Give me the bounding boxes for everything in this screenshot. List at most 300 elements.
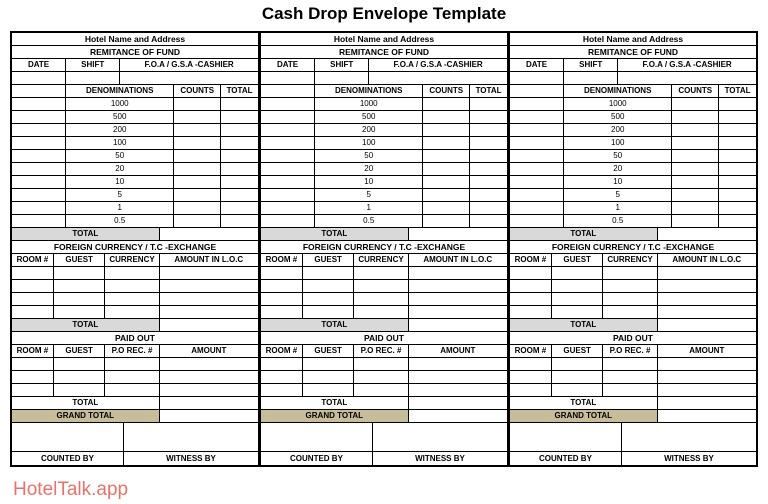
- denomination-total-input[interactable]: [470, 163, 507, 175]
- po-amount-input[interactable]: [160, 358, 258, 370]
- denom-row-spacer: [12, 189, 66, 201]
- column-header-denominations: DENOMINATIONS: [315, 85, 423, 97]
- witness-by-signature-area[interactable]: [622, 423, 756, 451]
- fc-guest-input[interactable]: [552, 293, 604, 305]
- column-header-shift: SHIFT: [564, 59, 618, 71]
- grand-total-row: [261, 410, 507, 423]
- fc-amount-input[interactable]: [409, 306, 507, 318]
- denomination-value-500: 500: [315, 111, 423, 123]
- po-room-input[interactable]: [12, 384, 54, 396]
- denom-row-spacer: [261, 163, 315, 175]
- denomination-row: [12, 124, 258, 137]
- column-header-po-receipt: P.O REC. #: [603, 345, 657, 357]
- denomination-counts-input[interactable]: [672, 98, 719, 110]
- po-receipt-input[interactable]: [603, 384, 657, 396]
- column-header-fc-amount-loc: AMOUNT IN L.O.C: [423, 255, 493, 264]
- denomination-total-input[interactable]: [221, 163, 258, 175]
- foreign-currency-header-row: [261, 241, 507, 254]
- fc-currency-input[interactable]: [105, 267, 159, 279]
- fc-guest-input[interactable]: [54, 280, 106, 292]
- denomination-row: [510, 124, 756, 137]
- denomination-row: [12, 176, 258, 189]
- denomination-counts-input[interactable]: [672, 163, 719, 175]
- fc-amount-input[interactable]: [658, 306, 756, 318]
- denomination-counts-input[interactable]: [174, 189, 221, 201]
- column-header-po-receipt: P.O REC. #: [354, 345, 408, 357]
- counted-by-label: COUNTED BY: [510, 452, 622, 465]
- fc-amount-input[interactable]: [160, 306, 258, 318]
- denomination-total-input[interactable]: [719, 150, 756, 162]
- denomination-total-input[interactable]: [470, 150, 507, 162]
- fc-amount-input[interactable]: [160, 280, 258, 292]
- shift-input-cell[interactable]: [66, 72, 120, 84]
- po-room-input[interactable]: [261, 358, 303, 370]
- paid-out-total-label: TOTAL: [12, 397, 160, 409]
- denomination-total-input[interactable]: [221, 215, 258, 227]
- foa-gsa-cashier-input-cell[interactable]: [618, 72, 756, 84]
- denomination-counts-input[interactable]: [174, 202, 221, 214]
- denomination-row: [510, 111, 756, 124]
- denomination-total-input[interactable]: [470, 111, 507, 123]
- denominations-header-row: [510, 85, 756, 98]
- denomination-counts-input[interactable]: [174, 176, 221, 188]
- po-receipt-input[interactable]: [354, 358, 408, 370]
- counted-by-signature-area[interactable]: [261, 423, 373, 451]
- foreign-currency-total-label: TOTAL: [510, 319, 658, 331]
- info-header-row: [12, 59, 258, 72]
- denomination-counts-input[interactable]: [174, 215, 221, 227]
- fc-room-input[interactable]: [12, 306, 54, 318]
- foa-gsa-cashier-input-cell[interactable]: [369, 72, 507, 84]
- denomination-total-input[interactable]: [719, 189, 756, 201]
- denomination-row: [261, 176, 507, 189]
- fc-guest-input[interactable]: [552, 267, 604, 279]
- hotel-header-row: [261, 33, 507, 46]
- denom-row-spacer: [510, 124, 564, 136]
- info-input-row: [510, 72, 756, 85]
- denomination-row: [261, 124, 507, 137]
- date-input-cell[interactable]: [12, 72, 66, 84]
- fc-currency-input[interactable]: [603, 293, 657, 305]
- fc-amount-input[interactable]: [409, 267, 507, 279]
- denomination-total-input[interactable]: [470, 98, 507, 110]
- fc-guest-input[interactable]: [54, 267, 106, 279]
- fc-room-input[interactable]: [12, 280, 54, 292]
- fc-guest-input[interactable]: [552, 280, 604, 292]
- column-header-shift: SHIFT: [66, 59, 120, 71]
- denom-row-spacer: [12, 150, 66, 162]
- hotel-header-row: [510, 33, 756, 46]
- foreign-currency-columns-row: [12, 254, 258, 267]
- fc-currency-input[interactable]: [603, 306, 657, 318]
- fc-currency-input[interactable]: [354, 293, 408, 305]
- denomination-value-500: 500: [66, 111, 174, 123]
- denomination-counts-input[interactable]: [423, 215, 470, 227]
- po-room-input[interactable]: [510, 358, 552, 370]
- denomination-total-input[interactable]: [719, 137, 756, 149]
- remittance-of-fund-label: REMITANCE OF FUND: [587, 46, 679, 57]
- po-guest-input[interactable]: [303, 358, 355, 370]
- denominations-total-row: [261, 228, 507, 241]
- po-room-input[interactable]: [12, 358, 54, 370]
- paid-out-columns-row: [12, 345, 258, 358]
- denomination-value-1000: 1000: [66, 98, 174, 110]
- foreign-currency-entry-row: [510, 267, 756, 280]
- foreign-currency-entry-row: [261, 267, 507, 280]
- paid-out-total-value[interactable]: [409, 397, 507, 409]
- po-receipt-input[interactable]: [105, 371, 159, 383]
- denomination-counts-input[interactable]: [174, 111, 221, 123]
- column-header-counts: COUNTS: [423, 85, 470, 97]
- fc-currency-input[interactable]: [354, 306, 408, 318]
- po-guest-input[interactable]: [303, 371, 355, 383]
- po-guest-input[interactable]: [552, 384, 604, 396]
- fc-room-input[interactable]: [261, 280, 303, 292]
- column-header-fc-currency: CURRENCY: [354, 254, 408, 266]
- denomination-counts-input[interactable]: [423, 150, 470, 162]
- denomination-total-input[interactable]: [221, 111, 258, 123]
- foreign-currency-entry-row: [510, 293, 756, 306]
- fc-currency-input[interactable]: [603, 280, 657, 292]
- po-guest-input[interactable]: [552, 371, 604, 383]
- denominations-total-value[interactable]: [658, 228, 756, 240]
- denomination-counts-input[interactable]: [423, 163, 470, 175]
- po-room-input[interactable]: [510, 371, 552, 383]
- column-header-fc-room: ROOM #: [261, 254, 303, 266]
- shift-input-cell[interactable]: [315, 72, 369, 84]
- fc-amount-input[interactable]: [658, 267, 756, 279]
- denomination-total-input[interactable]: [221, 202, 258, 214]
- po-receipt-input[interactable]: [603, 371, 657, 383]
- denomination-row: [510, 98, 756, 111]
- foreign-currency-columns-row: [261, 254, 507, 267]
- counted-by-signature-area[interactable]: [12, 423, 124, 451]
- fc-currency-input[interactable]: [105, 306, 159, 318]
- brand-logo: HotelTalk.app: [13, 479, 129, 500]
- po-room-input[interactable]: [261, 384, 303, 396]
- denomination-counts-input[interactable]: [423, 137, 470, 149]
- denomination-row: [261, 215, 507, 228]
- fc-guest-input[interactable]: [303, 306, 355, 318]
- denomination-counts-input[interactable]: [174, 163, 221, 175]
- paid-out-total-value[interactable]: [160, 397, 258, 409]
- hotel-name-address-label: Hotel Name and Address: [333, 33, 435, 44]
- fc-guest-input[interactable]: [303, 280, 355, 292]
- signature-labels-row: [261, 452, 507, 465]
- column-header-date: DATE: [261, 59, 315, 71]
- column-header-fc-amount-loc: AMOUNT IN L.O.C: [174, 255, 244, 264]
- signature-labels-row: [510, 452, 756, 465]
- remittance-header-row: [510, 46, 756, 59]
- po-amount-input[interactable]: [160, 371, 258, 383]
- denominations-total-value[interactable]: [160, 228, 258, 240]
- denomination-row: [510, 189, 756, 202]
- column-header-po-guest: GUEST: [54, 345, 106, 357]
- column-header-po-amount: AMOUNT: [689, 346, 725, 355]
- foreign-currency-total-value[interactable]: [409, 319, 507, 331]
- signature-blank-row: [510, 423, 756, 452]
- denomination-counts-input[interactable]: [174, 150, 221, 162]
- denomination-total-input[interactable]: [470, 137, 507, 149]
- column-header-denominations: DENOMINATIONS: [66, 85, 174, 97]
- fc-currency-input[interactable]: [105, 293, 159, 305]
- po-amount-input[interactable]: [409, 384, 507, 396]
- denom-row-spacer: [12, 163, 66, 175]
- grand-total-value[interactable]: [409, 410, 507, 422]
- denomination-counts-input[interactable]: [423, 111, 470, 123]
- denomination-counts-input[interactable]: [423, 98, 470, 110]
- paid-out-columns-row: [510, 345, 756, 358]
- column-header-fc-guest: GUEST: [303, 254, 355, 266]
- denomination-counts-input[interactable]: [672, 215, 719, 227]
- denomination-counts-input[interactable]: [672, 137, 719, 149]
- denomination-counts-input[interactable]: [423, 189, 470, 201]
- po-receipt-input[interactable]: [105, 358, 159, 370]
- po-amount-input[interactable]: [409, 358, 507, 370]
- grand-total-value[interactable]: [160, 410, 258, 422]
- fc-currency-input[interactable]: [354, 280, 408, 292]
- column-header-fc-currency: CURRENCY: [105, 254, 159, 266]
- denomination-total-input[interactable]: [719, 215, 756, 227]
- denominations-total-row: [12, 228, 258, 241]
- denom-row-spacer: [510, 150, 564, 162]
- denomination-total-input[interactable]: [719, 111, 756, 123]
- fc-guest-input[interactable]: [552, 306, 604, 318]
- denomination-value-200: 200: [66, 124, 174, 136]
- denomination-total-input[interactable]: [719, 176, 756, 188]
- shift-input-cell[interactable]: [564, 72, 618, 84]
- denomination-total-input[interactable]: [221, 124, 258, 136]
- denom-row-spacer: [510, 137, 564, 149]
- foreign-currency-entry-row: [12, 306, 258, 319]
- fc-room-input[interactable]: [12, 293, 54, 305]
- date-input-cell[interactable]: [510, 72, 564, 84]
- denomination-row: [510, 202, 756, 215]
- denomination-counts-input[interactable]: [423, 176, 470, 188]
- denomination-counts-input[interactable]: [672, 189, 719, 201]
- po-guest-input[interactable]: [54, 358, 106, 370]
- po-guest-input[interactable]: [54, 384, 106, 396]
- denom-row-spacer: [12, 124, 66, 136]
- po-guest-input[interactable]: [54, 371, 106, 383]
- denomination-total-input[interactable]: [719, 202, 756, 214]
- po-room-input[interactable]: [510, 384, 552, 396]
- denomination-total-input[interactable]: [470, 202, 507, 214]
- grand-total-value[interactable]: [658, 410, 756, 422]
- column-header-po-amount: AMOUNT: [440, 346, 476, 355]
- denomination-counts-input[interactable]: [174, 124, 221, 136]
- paid-out-total-value[interactable]: [658, 397, 756, 409]
- denomination-total-input[interactable]: [719, 124, 756, 136]
- signature-labels-row: [12, 452, 258, 465]
- denomination-total-input[interactable]: [221, 150, 258, 162]
- paid-out-total-label: TOTAL: [510, 397, 658, 409]
- fc-room-input[interactable]: [261, 306, 303, 318]
- po-receipt-input[interactable]: [354, 371, 408, 383]
- denomination-value-0.5: 0.5: [315, 215, 423, 227]
- denomination-row: [12, 137, 258, 150]
- paid-out-header-row: [12, 332, 258, 345]
- foreign-currency-total-label: TOTAL: [261, 319, 409, 331]
- po-guest-input[interactable]: [303, 384, 355, 396]
- denomination-total-input[interactable]: [221, 176, 258, 188]
- denomination-counts-input[interactable]: [174, 98, 221, 110]
- po-guest-input[interactable]: [552, 358, 604, 370]
- envelope-panel-1: [12, 33, 258, 465]
- paid-out-label: PAID OUT: [364, 332, 404, 343]
- denomination-counts-input[interactable]: [672, 111, 719, 123]
- denomination-total-input[interactable]: [470, 215, 507, 227]
- paid-out-total-row: [261, 397, 507, 410]
- fc-room-input[interactable]: [12, 267, 54, 279]
- paid-out-total-row: [510, 397, 756, 410]
- column-header-date: DATE: [12, 59, 66, 71]
- denom-spacer-cell: [12, 85, 66, 97]
- denomination-counts-input[interactable]: [423, 202, 470, 214]
- foreign-currency-entry-row: [12, 267, 258, 280]
- denomination-total-input[interactable]: [719, 163, 756, 175]
- fc-amount-input[interactable]: [160, 293, 258, 305]
- fc-amount-input[interactable]: [409, 280, 507, 292]
- fc-amount-input[interactable]: [658, 280, 756, 292]
- denomination-value-20: 20: [315, 163, 423, 175]
- po-receipt-input[interactable]: [105, 384, 159, 396]
- denom-spacer-cell: [510, 85, 564, 97]
- witness-by-signature-area[interactable]: [373, 423, 507, 451]
- denomination-total-input[interactable]: [221, 137, 258, 149]
- denomination-total-input[interactable]: [221, 189, 258, 201]
- fc-room-input[interactable]: [510, 267, 552, 279]
- denomination-value-50: 50: [66, 150, 174, 162]
- paid-out-entry-row: [12, 384, 258, 397]
- denom-row-spacer: [510, 176, 564, 188]
- column-header-po-amount: AMOUNT: [191, 346, 227, 355]
- denomination-row: [261, 137, 507, 150]
- po-amount-input[interactable]: [658, 384, 756, 396]
- fc-guest-input[interactable]: [54, 293, 106, 305]
- denominations-header-row: [12, 85, 258, 98]
- fc-room-input[interactable]: [261, 293, 303, 305]
- fc-guest-input[interactable]: [303, 267, 355, 279]
- denomination-value-1: 1: [315, 202, 423, 214]
- denom-row-spacer: [510, 215, 564, 227]
- denom-spacer-cell: [261, 85, 315, 97]
- denom-row-spacer: [510, 111, 564, 123]
- denomination-counts-input[interactable]: [672, 176, 719, 188]
- fc-currency-input[interactable]: [603, 267, 657, 279]
- column-header-date: DATE: [510, 59, 564, 71]
- denomination-counts-input[interactable]: [672, 124, 719, 136]
- foreign-currency-header-row: [510, 241, 756, 254]
- paid-out-total-row: [12, 397, 258, 410]
- fc-currency-input[interactable]: [105, 280, 159, 292]
- remittance-header-row: [261, 46, 507, 59]
- po-amount-input[interactable]: [658, 371, 756, 383]
- denominations-total-label: TOTAL: [261, 228, 409, 240]
- fc-currency-input[interactable]: [354, 267, 408, 279]
- po-receipt-input[interactable]: [354, 384, 408, 396]
- denom-row-spacer: [12, 176, 66, 188]
- denomination-row: [510, 150, 756, 163]
- po-amount-input[interactable]: [160, 384, 258, 396]
- column-header-po-guest: GUEST: [303, 345, 355, 357]
- info-input-row: [12, 72, 258, 85]
- denom-row-spacer: [510, 189, 564, 201]
- fc-guest-input[interactable]: [303, 293, 355, 305]
- signature-blank-row: [261, 423, 507, 452]
- paid-out-header-row: [510, 332, 756, 345]
- denom-row-spacer: [261, 202, 315, 214]
- denomination-total-input[interactable]: [221, 98, 258, 110]
- cash-drop-envelope-sheet: [10, 31, 758, 467]
- foa-gsa-cashier-input-cell[interactable]: [120, 72, 258, 84]
- grand-total-label: GRAND TOTAL: [510, 410, 658, 422]
- denomination-counts-input[interactable]: [174, 137, 221, 149]
- denomination-total-input[interactable]: [719, 98, 756, 110]
- denomination-counts-input[interactable]: [672, 150, 719, 162]
- denomination-value-10: 10: [564, 176, 672, 188]
- fc-room-input[interactable]: [261, 267, 303, 279]
- po-amount-input[interactable]: [409, 371, 507, 383]
- denomination-counts-input[interactable]: [672, 202, 719, 214]
- counted-by-label: COUNTED BY: [12, 452, 124, 465]
- foreign-currency-exchange-label: FOREIGN CURRENCY / T.C -EXCHANGE: [551, 241, 715, 252]
- denomination-row: [12, 163, 258, 176]
- fc-room-input[interactable]: [510, 306, 552, 318]
- foreign-currency-header-row: [12, 241, 258, 254]
- denomination-row: [510, 163, 756, 176]
- po-amount-input[interactable]: [658, 358, 756, 370]
- info-input-row: [261, 72, 507, 85]
- denomination-total-input[interactable]: [470, 124, 507, 136]
- po-receipt-input[interactable]: [603, 358, 657, 370]
- fc-guest-input[interactable]: [54, 306, 106, 318]
- hotel-header-row: [12, 33, 258, 46]
- po-room-input[interactable]: [261, 371, 303, 383]
- paid-out-entry-row: [510, 371, 756, 384]
- foreign-currency-entry-row: [261, 306, 507, 319]
- column-header-foa-gsa-cashier: F.O.A / G.S.A -CASHIER: [393, 60, 483, 69]
- witness-by-signature-area[interactable]: [124, 423, 258, 451]
- fc-amount-input[interactable]: [409, 293, 507, 305]
- denom-row-spacer: [510, 202, 564, 214]
- fc-amount-input[interactable]: [160, 267, 258, 279]
- grand-total-row: [510, 410, 756, 423]
- denomination-row: [261, 150, 507, 163]
- page-title: Cash Drop Envelope Template: [261, 4, 507, 23]
- foreign-currency-total-label: TOTAL: [12, 319, 160, 331]
- denomination-value-200: 200: [564, 124, 672, 136]
- fc-amount-input[interactable]: [658, 293, 756, 305]
- date-input-cell[interactable]: [261, 72, 315, 84]
- column-header-fc-guest: GUEST: [552, 254, 604, 266]
- denomination-counts-input[interactable]: [423, 124, 470, 136]
- foreign-currency-total-value[interactable]: [658, 319, 756, 331]
- po-room-input[interactable]: [12, 371, 54, 383]
- denomination-total-input[interactable]: [470, 189, 507, 201]
- counted-by-signature-area[interactable]: [510, 423, 622, 451]
- denomination-row: [261, 111, 507, 124]
- paid-out-entry-row: [510, 358, 756, 371]
- denomination-value-50: 50: [315, 150, 423, 162]
- denomination-total-input[interactable]: [470, 176, 507, 188]
- fc-room-input[interactable]: [510, 280, 552, 292]
- fc-room-input[interactable]: [510, 293, 552, 305]
- foreign-currency-total-value[interactable]: [160, 319, 258, 331]
- denom-row-spacer: [261, 150, 315, 162]
- column-header-fc-amount-loc: AMOUNT IN L.O.C: [672, 255, 742, 264]
- denominations-total-value[interactable]: [409, 228, 507, 240]
